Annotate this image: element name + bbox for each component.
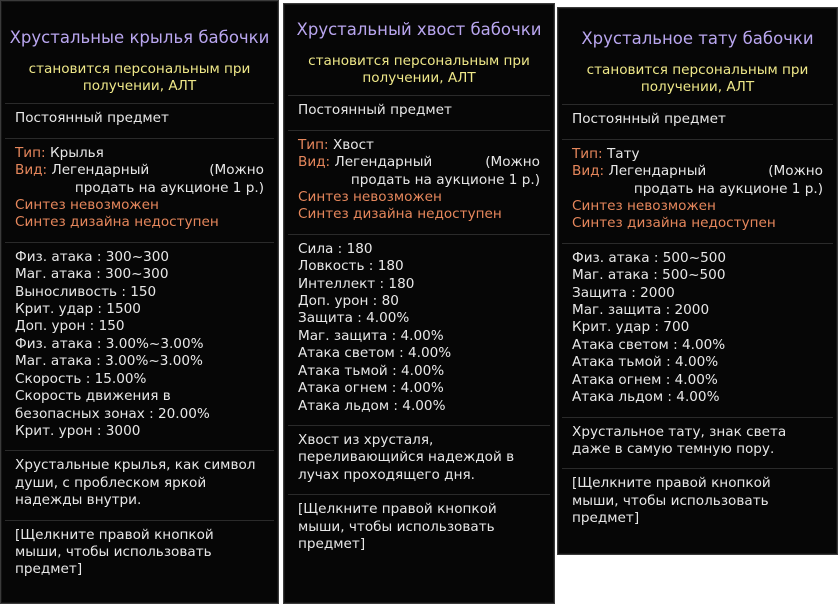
design-synthesis-status: Синтез дизайна недоступен <box>15 214 219 231</box>
usage-hint-line: мыши, чтобы использовать <box>298 518 495 535</box>
item-title: Хрустальные крылья бабочки <box>9 28 270 47</box>
stat-line: Атака тьмой : 4.00% <box>298 362 445 379</box>
bind-note <box>1 61 278 95</box>
stat-line: Маг. атака : 3.00%~3.00% <box>15 353 203 370</box>
item-info-section <box>284 131 554 226</box>
usage-hint-line: [Щелкните правой кнопкой <box>572 475 771 492</box>
design-synthesis-status: Синтез дизайна недоступен <box>572 215 776 232</box>
usage-hint-section <box>558 469 837 529</box>
stat-line: Атака льдом : 4.00% <box>572 389 720 406</box>
stat-line: Крит. удар : 700 <box>572 319 690 336</box>
usage-hint-section <box>1 521 278 581</box>
synthesis-status: Синтез невозможен <box>572 198 716 215</box>
usage-hint-line: мыши, чтобы использовать <box>15 543 212 560</box>
stat-line: Атака огнем : 4.00% <box>298 380 444 397</box>
stat-line: Скорость движения в <box>15 388 171 405</box>
kind-note: (Можно <box>209 162 264 179</box>
item-info-section <box>1 139 278 234</box>
stat-line: Крит. урон : 3000 <box>15 422 141 439</box>
usage-hint-line: предмет] <box>298 535 366 552</box>
usage-hint-line: предмет] <box>572 510 640 527</box>
stat-line: Ловкость : 180 <box>298 258 404 275</box>
description-line: даже в самую темную пору. <box>572 440 775 457</box>
stats-section <box>1 243 278 442</box>
description-section <box>284 426 554 486</box>
stat-line: Интеллект : 180 <box>298 275 415 292</box>
description-section <box>558 418 837 461</box>
design-synthesis-status: Синтез дизайна недоступен <box>298 206 502 223</box>
description-line: Хрустальное тату, знак света <box>572 423 787 440</box>
stat-line: Скорость : 15.00% <box>15 370 147 387</box>
description-line: Хвост из хрусталя, <box>298 431 434 448</box>
item-kind: Вид: Легендарный (Можно <box>15 162 264 179</box>
kind-note: (Можно <box>485 154 540 171</box>
stat-line: Атака светом : 4.00% <box>298 345 452 362</box>
kind-note: продать на аукционе 1 р.) <box>350 171 540 188</box>
bind-note-line: становится персональным при <box>308 53 530 70</box>
stat-line: Физ. атака : 500~500 <box>572 249 727 266</box>
item-info-section <box>558 140 837 235</box>
item-type: Тип: Крылья <box>15 144 104 161</box>
stat-line: Маг. защита : 2000 <box>572 302 710 319</box>
stat-line: Маг. атака : 300~300 <box>15 266 169 283</box>
stat-line: Выносливость : 150 <box>15 283 157 300</box>
usage-hint-line: [Щелкните правой кнопкой <box>298 501 497 518</box>
item-type: Тип: Тату <box>572 145 640 162</box>
item-type: Тип: Хвост <box>298 136 374 153</box>
usage-hint-section <box>284 495 554 555</box>
stat-line: безопасных зонах : 20.00% <box>15 405 210 422</box>
bind-note-line: получении, АЛТ <box>640 79 755 96</box>
permanence-text: Постоянный предмет <box>298 102 452 119</box>
bind-note-line: получении, АЛТ <box>362 70 476 87</box>
stat-line: Атака тьмой : 4.00% <box>572 354 719 371</box>
permanence-section <box>1 104 278 129</box>
bind-note-line: становится персональным при <box>28 61 251 78</box>
stat-line: Маг. атака : 500~500 <box>572 267 726 284</box>
bind-note-line: становится персональным при <box>586 62 809 79</box>
stat-line: Доп. урон : 80 <box>298 293 399 310</box>
stat-line: Маг. защита : 4.00% <box>298 327 444 344</box>
stats-section <box>284 235 554 417</box>
permanence-section <box>284 96 554 121</box>
item-tooltip-tail <box>283 3 555 604</box>
item-title: Хрустальное тату бабочки <box>581 29 814 48</box>
stat-line: Сила : 180 <box>298 240 373 257</box>
description-line: души, с проблеском яркой <box>15 474 207 491</box>
stat-line: Доп. урон : 150 <box>15 318 125 335</box>
permanence-section <box>558 105 837 130</box>
item-tooltip-tattoo <box>557 7 838 555</box>
stat-line: Защита : 4.00% <box>298 310 410 327</box>
kind-note: продать на аукционе 1 р.) <box>74 179 264 196</box>
item-kind: Вид: Легендарный (Можно <box>298 154 540 171</box>
description-line: лучах проходящего дня. <box>298 466 475 483</box>
usage-hint-line: [Щелкните правой кнопкой <box>15 526 214 543</box>
description-line: переливающийся надеждой в <box>298 449 515 466</box>
stat-line: Атака льдом : 4.00% <box>298 397 446 414</box>
stat-line: Крит. удар : 1500 <box>15 301 141 318</box>
bind-note <box>284 53 554 87</box>
synthesis-status: Синтез невозможен <box>15 197 159 214</box>
item-title: Хрустальный хвост бабочки <box>296 20 542 39</box>
usage-hint-line: мыши, чтобы использовать <box>572 492 769 509</box>
bind-note-line: получении, АЛТ <box>82 78 197 95</box>
usage-hint-line: предмет] <box>15 561 83 578</box>
permanence-text: Постоянный предмет <box>572 111 726 128</box>
stat-line: Атака огнем : 4.00% <box>572 371 718 388</box>
bind-note <box>558 62 837 96</box>
description-line: надежды внутри. <box>15 492 142 509</box>
stat-line: Физ. атака : 300~300 <box>15 248 170 265</box>
description-line: Хрустальные крылья, как символ <box>15 457 256 474</box>
permanence-text: Постоянный предмет <box>15 110 169 127</box>
stat-line: Атака светом : 4.00% <box>572 336 726 353</box>
kind-note: продать на аукционе 1 р.) <box>633 180 823 197</box>
kind-note: (Можно <box>768 163 823 180</box>
stats-section <box>558 244 837 409</box>
item-tooltip-wings <box>0 0 279 604</box>
description-section <box>1 451 278 511</box>
stat-line: Физ. атака : 3.00%~3.00% <box>15 335 204 352</box>
stat-line: Защита : 2000 <box>572 284 675 301</box>
synthesis-status: Синтез невозможен <box>298 189 442 206</box>
item-kind: Вид: Легендарный (Можно <box>572 163 823 180</box>
